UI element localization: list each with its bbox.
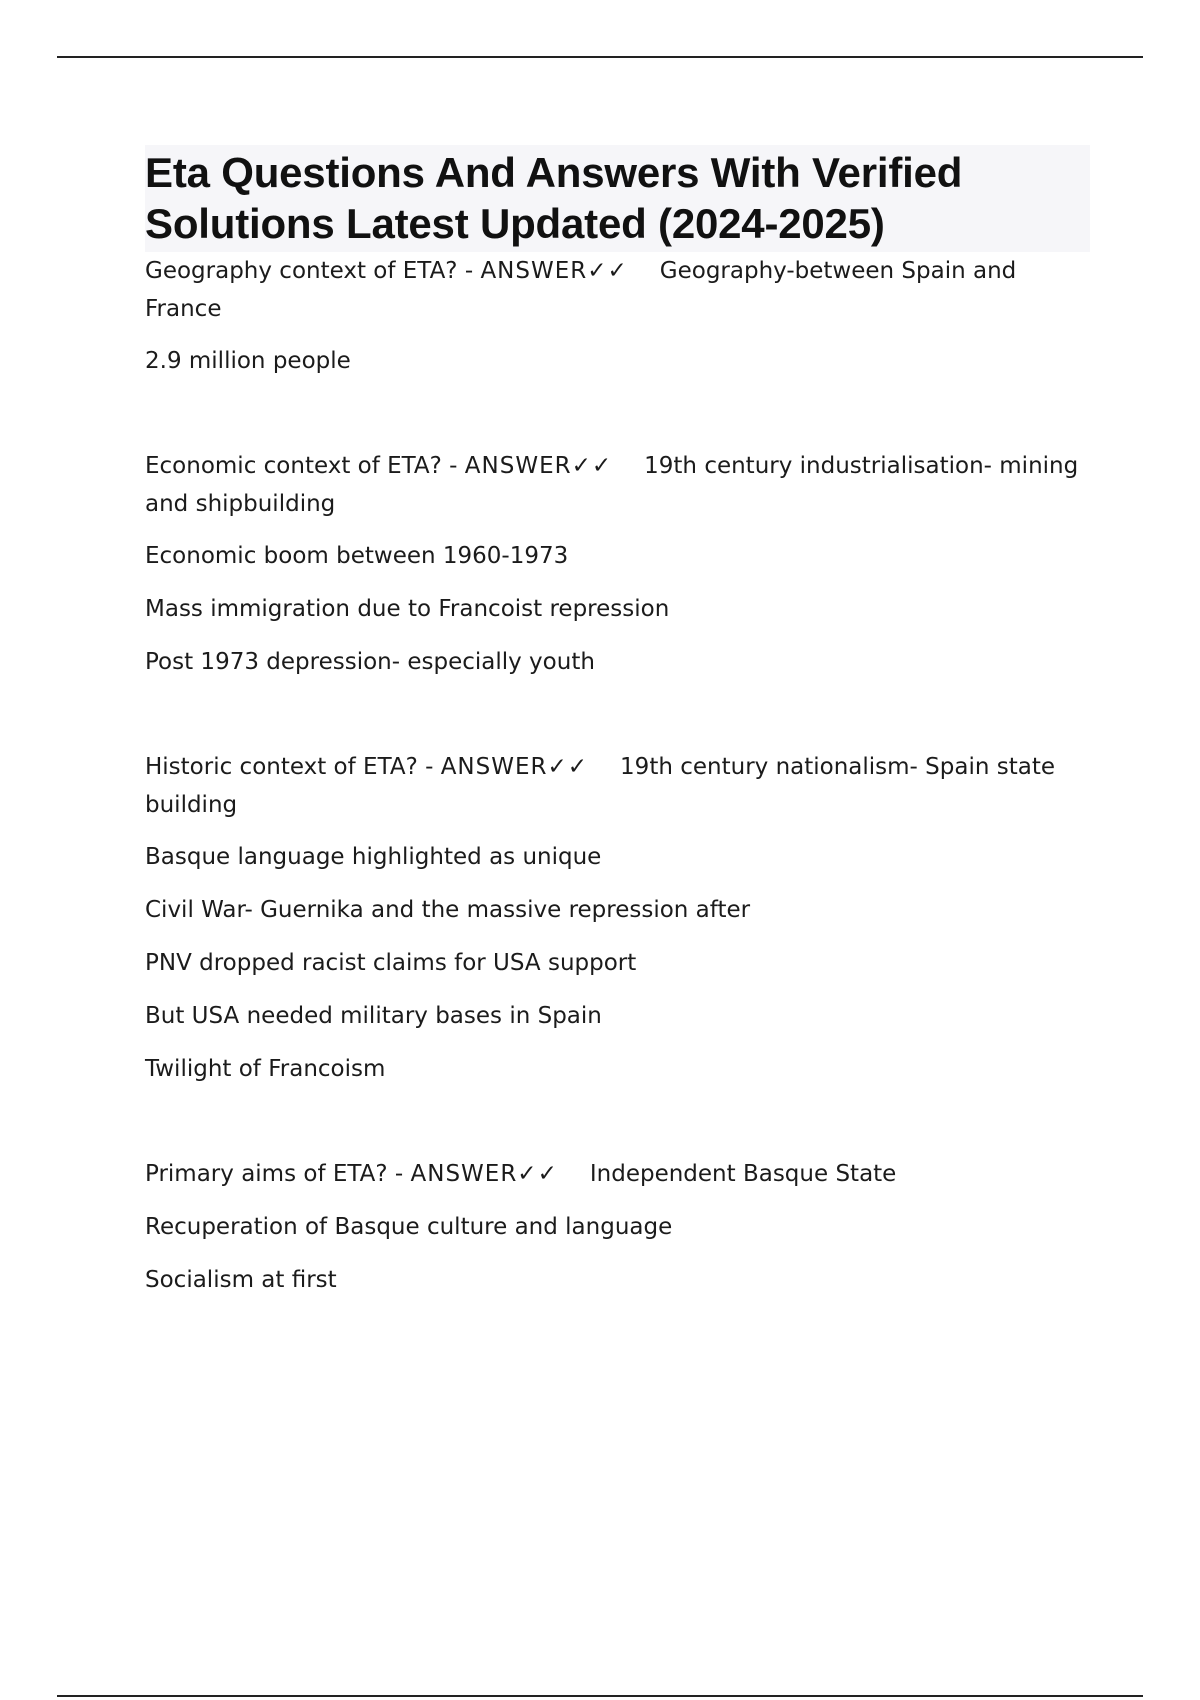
answer-text-cont: France bbox=[145, 296, 222, 322]
qa-section-geography bbox=[145, 252, 1090, 380]
answer-item: Recuperation of Basque culture and language bbox=[145, 1214, 673, 1240]
answer-item: Post 1973 depression- especially youth bbox=[145, 649, 595, 675]
answer-marker: ANSWER✓✓ bbox=[410, 1161, 558, 1187]
question-text: Economic context of ETA? - bbox=[145, 453, 465, 479]
answer-text-cont: building bbox=[145, 792, 238, 818]
document-body bbox=[145, 145, 1090, 1314]
qa-section-aims bbox=[145, 1155, 1090, 1299]
answer-text: 19th century industrialisation- mining bbox=[644, 453, 1079, 479]
question-line bbox=[145, 1155, 1090, 1193]
question-text: Primary aims of ETA? - bbox=[145, 1161, 411, 1187]
answer-item: 2.9 million people bbox=[145, 348, 351, 374]
answer-item: Basque language highlighted as unique bbox=[145, 844, 602, 870]
answer-item: Economic boom between 1960-1973 bbox=[145, 543, 569, 569]
answer-item: But USA needed military bases in Spain bbox=[145, 1003, 602, 1029]
question-line bbox=[145, 748, 1090, 824]
qa-list bbox=[145, 252, 1090, 1299]
answer-text: Geography-between Spain and bbox=[659, 258, 1017, 284]
bottom-rule bbox=[57, 1695, 1143, 1697]
top-rule bbox=[57, 56, 1143, 58]
answer-text: Independent Basque State bbox=[589, 1161, 897, 1187]
title-line-1: Eta Questions And Answers With Verified bbox=[145, 149, 963, 196]
answer-marker: ANSWER✓✓ bbox=[464, 453, 613, 479]
answer-item: Mass immigration due to Francoist repression bbox=[145, 596, 670, 622]
answer-item: Socialism at first bbox=[145, 1267, 337, 1293]
answer-text-cont: and shipbuilding bbox=[145, 491, 336, 517]
question-text: Geography context of ETA? - bbox=[145, 258, 481, 284]
question-text: Historic context of ETA? - bbox=[145, 754, 441, 780]
answer-marker: ANSWER✓✓ bbox=[440, 754, 589, 780]
title-block bbox=[145, 145, 1090, 252]
answer-marker: ANSWER✓✓ bbox=[480, 258, 628, 284]
answer-text: 19th century nationalism- Spain state bbox=[620, 754, 1056, 780]
document-title bbox=[145, 147, 1090, 249]
title-line-2: Solutions Latest Updated (2024-2025) bbox=[145, 200, 885, 247]
question-line bbox=[145, 252, 1090, 328]
qa-section-economic bbox=[145, 447, 1090, 681]
answer-item: Twilight of Francoism bbox=[145, 1056, 386, 1082]
answer-item: PNV dropped racist claims for USA support bbox=[145, 950, 637, 976]
answer-item: Civil War- Guernika and the massive repression after bbox=[145, 897, 751, 923]
question-line bbox=[145, 447, 1090, 523]
qa-section-historic bbox=[145, 748, 1090, 1088]
